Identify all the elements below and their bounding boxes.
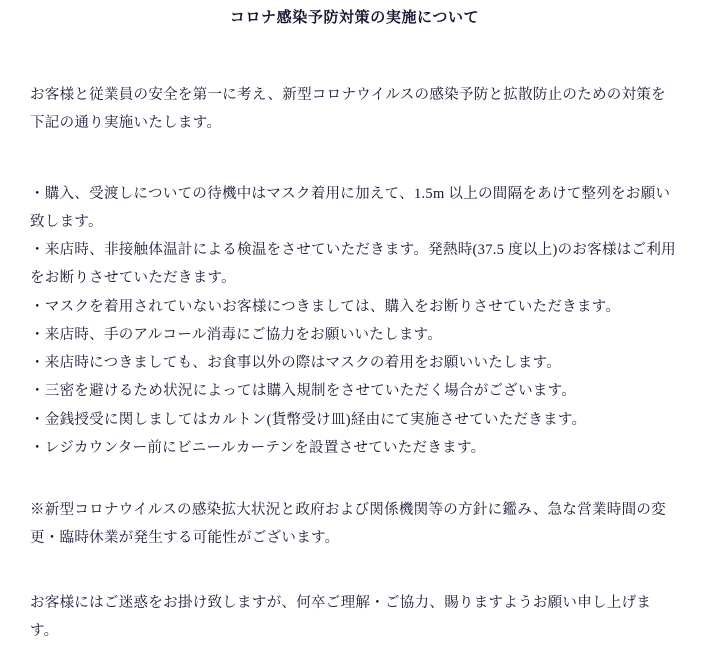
notice-paragraph: ※新型コロナウイルスの感染拡大状況と政府および関係機関等の方針に鑑み、急な営業時間の変更・臨時休業が発生する可能性がございます。 [30,502,666,547]
list-item: ・マスクを着用されていないお客様につきましては、購入をお断りさせていただきます。 [30,298,621,315]
list-item: ・レジカウンター前にビニールカーテンを設置させていただきます。 [30,439,486,456]
list-item: ・来店時につきましても、お食事以外の際はマスクの着用をお願いいたします。 [30,355,561,372]
list-item: ・購入、受渡しについての待機中はマスク着用に加えて、1.5m 以上の間隔をあけて整列をお願い致します。 [30,185,671,230]
measures-list [30,180,677,463]
intro-paragraph: お客様と従業員の安全を第一に考え、新型コロナウイルスの感染予防と拡散防止のための対策を下記の通り実施いたします。 [30,87,666,132]
list-item: ・来店時、非接触体温計による検温をさせていただきます。発熱時(37.5 度以上)のお客様はご利用をお断りさせていただきます。 [30,242,676,287]
closing-paragraph: お客様にはご迷惑をお掛け致しますが、何卒ご理解・ご協力、賜りますようお願い申し上げます。 [30,594,652,639]
document-body [0,81,709,645]
document-page [0,8,709,639]
list-item: ・三密を避けるため状況によっては購入規制をさせていただく場合がございます。 [30,383,577,400]
list-item: ・金銭授受に関しましてはカルトン(貨幣受け皿)経由にて実施させていただきます。 [30,411,587,428]
list-item: ・来店時、手のアルコール消毒にご協力をお願いいたします。 [30,326,443,343]
page-title: コロナ感染予防対策の実施について [229,10,480,26]
